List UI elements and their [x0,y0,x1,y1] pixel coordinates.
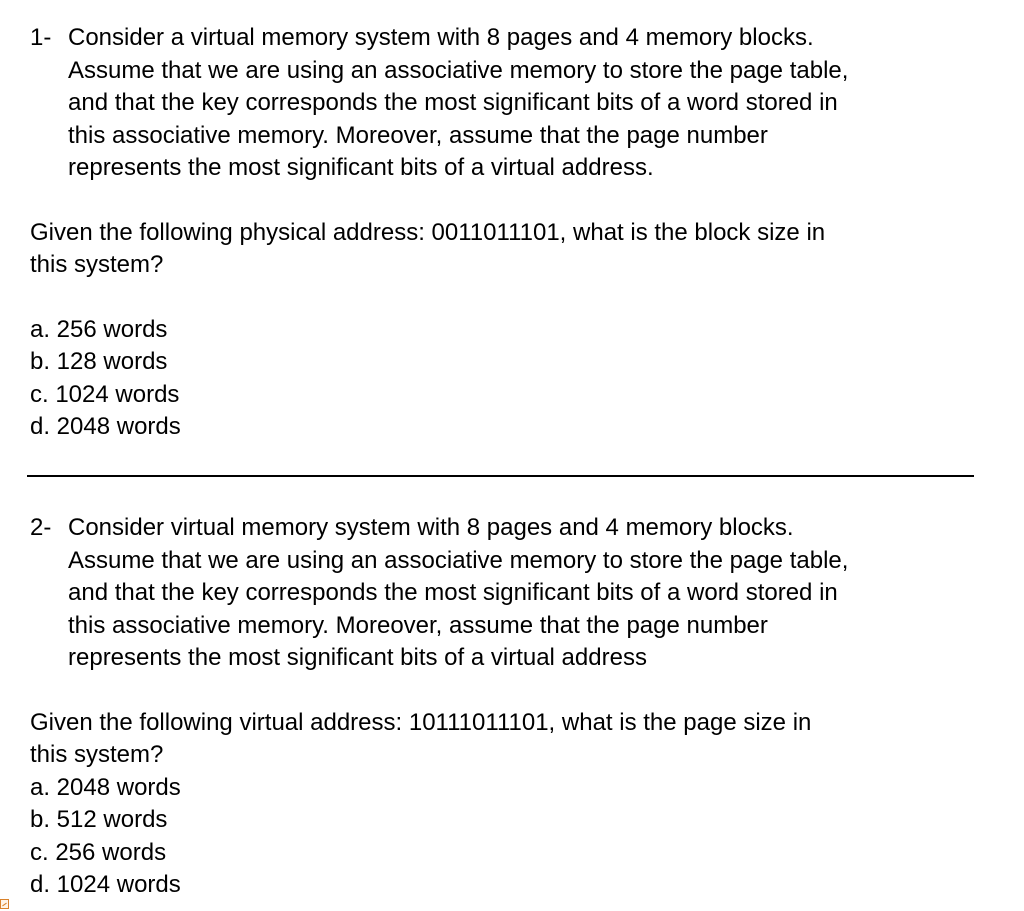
question-2-text [68,512,990,675]
question-2-intro-line: represents the most significant bits of a virtual address [68,644,647,671]
question-1-options [30,314,990,444]
question-1-intro-line: represents the most significant bits of a virtual address. [68,154,654,181]
question-2-options [30,772,990,902]
question-1-option-a: a. 256 words [30,315,168,343]
question-1 [30,22,990,444]
question-1-option-b: b. 128 words [30,348,168,375]
question-2-option-a: a. 2048 words [30,773,181,801]
question-2-option-c: c. 256 words [30,838,167,866]
question-1-prompt [30,217,990,282]
question-2-prompt [30,707,990,772]
question-2-prompt-line: this system? [30,741,164,768]
question-1-intro-line: Consider a virtual memory system with 8 pages and 4 memory blocks. [68,24,814,51]
question-1-intro [30,22,990,185]
question-1-text [68,22,990,185]
question-1-intro-line: Assume that we are using an associative memory to store the page table, [68,56,849,84]
question-2-number: 2- [30,514,52,541]
question-2-intro-line: and that the key corresponds the most significant bits of a word stored in [68,579,838,606]
question-2-intro-line: Consider virtual memory system with 8 pages and 4 memory blocks. [68,514,794,541]
corner-edit-icon [0,899,9,909]
question-1-intro-line: and that the key corresponds the most significant bits of a word stored in [68,89,838,116]
question-2-intro-line: Assume that we are using an associative memory to store the page table, [68,546,849,574]
question-2-option-d: d. 1024 words [30,871,181,898]
question-2-option-b: b. 512 words [30,806,168,833]
question-1-option-d: d. 2048 words [30,413,181,440]
question-divider [27,475,974,477]
question-2-prompt-line: Given the following virtual address: 10111011101, what is the page size in [30,708,812,736]
question-2-intro [30,512,990,675]
question-1-option-c: c. 1024 words [30,380,180,408]
question-1-prompt-line: this system? [30,251,164,278]
question-2 [30,512,990,902]
question-1-intro-line: this associative memory. Moreover, assume that the page number [68,121,768,149]
question-1-number: 1- [30,24,52,51]
question-2-intro-line: this associative memory. Moreover, assume that the page number [68,611,768,639]
question-1-prompt-line: Given the following physical address: 0011011101, what is the block size in [30,218,826,246]
